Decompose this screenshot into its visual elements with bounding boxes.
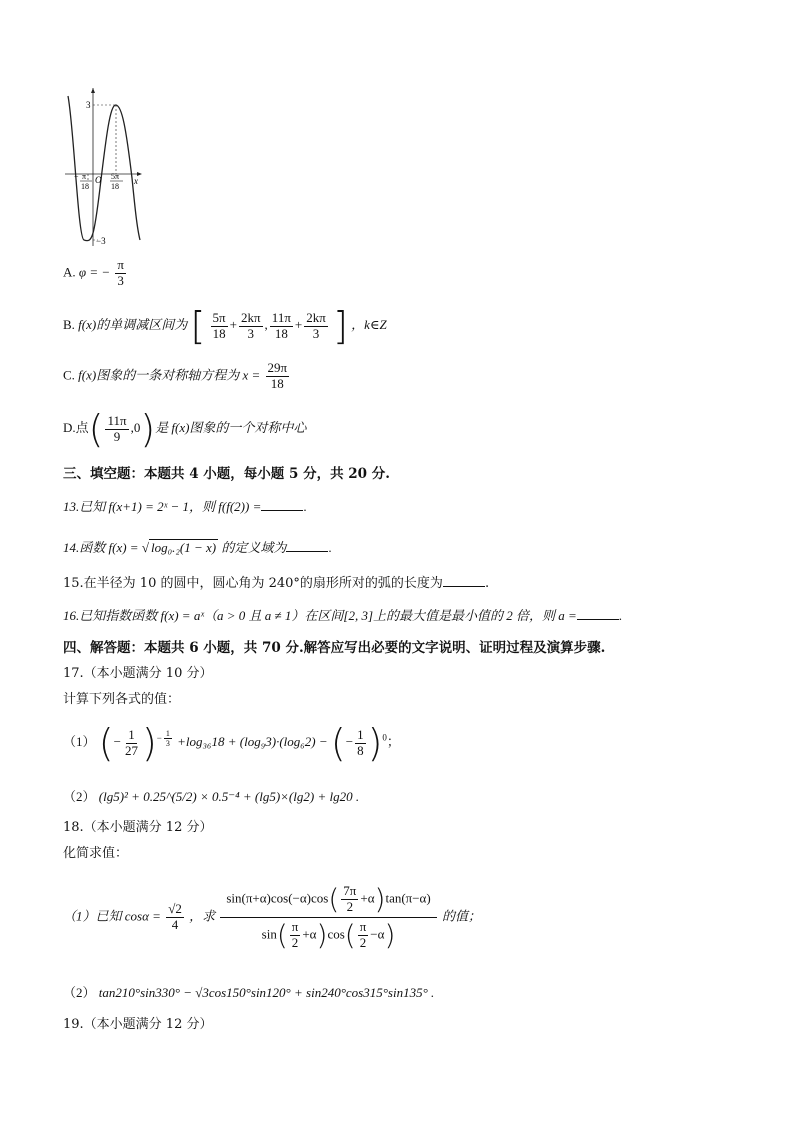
q17-intro: 计算下列各式的值： [63,692,181,707]
sine-curve [68,96,140,241]
origin-label: O [95,175,102,185]
choice-c: C. f(x)图象的一条对称轴方程为 x = $\frac{29\pi}{18}$ [63,360,288,391]
q18-part1: （1）已知 cosα = $\frac{√2}{4}$ ，求 sin(π+α)cos(−α)cos( $\frac{7\pi}{2}$ +α)tan(π−α) sin( $\frac{\pi}{2}$ +α)cos( $\frac{\pi}{2}$ −α) 的值； [63,882,481,952]
q18-title: 18.（本小题满分 12 分） [63,820,213,835]
q18-intro: 化简求值： [63,846,129,861]
q18-big-fraction: sin(π+α)cos(−α)cos( $\frac{7\pi}{2}$ +α)tan(π−α) sin( $\frac{\pi}{2}$ +α)cos( $\frac{\pi}{2}$ −α) [220,882,436,953]
choice-b: B. f(x)的单调减区间为 [ $\frac{5\pi}{18}$ + $\frac{2k\pi}{3}$ , $\frac{11\pi}{18}$ + $\frac{2k\pi}{3}$ ] ，k∈Z [63,304,387,348]
q17-part1: （1） (− $\frac{1}{27}$ )$^{- \frac{1}{3}}$ +log₃₆18 + (log₉3)·(log₆2) − (− $\frac{1}{8}$ )$^0$； [63,721,400,765]
section3-heading: 三、填空题：本题共 4 小题，每小题 5 分，共 20 分. [63,466,390,482]
q17-part2: （2） (lg5)² + 0.25^(5/2) × 0.5⁻⁴ + (lg5)×(lg2) + lg20 . [63,789,360,804]
tick-left-den: 18 [81,182,89,191]
q17-title: 17.（本小题满分 10 分） [63,666,213,681]
q18-part2: （2） tan210°sin330° − √3cos150°sin120° + sin240°cos315°sin135° . [63,985,435,1000]
tick-right-den: 18 [111,182,119,191]
tick-left-sign: − [74,172,79,181]
question-14: 14.函数 f(x) = √ log₀.₂(1 − x) 的定义域为 . [63,540,332,555]
x-axis-label: x [134,176,138,186]
sine-graph [60,88,150,250]
question-16: 16.已知指数函数 f(x) = aˣ（a > 0 且 a ≠ 1）在区间[2, 3]上的最大值是最小值的 2 倍，则 a = . [63,608,623,623]
question-15: 15.在半径为 10 的圆中，圆心角为 240°的扇形所对的弧的长度为 . [63,576,490,591]
q19-title: 19.（本小题满分 12 分） [63,1017,213,1032]
tick-right-num: 5π [111,172,120,181]
tick-left-num: π [82,172,87,181]
choice-a: A. φ = − $\frac{\pi}{3}$ [63,257,124,288]
y-min-label: −3 [96,236,106,246]
choice-d: D.点( $\frac{11\pi}{9}$ ,0)是 f(x)图象的一个对称中心 [63,407,307,451]
y-max-label: 3 [86,100,91,110]
question-13: 13.已知 f(x+1) = 2ˣ − 1，则 f(f(2)) = . [63,499,307,514]
section4-heading: 四、解答题：本题共 6 小题，共 70 分.解答应写出必要的文字说明、证明过程及演算步骤. [63,640,606,656]
